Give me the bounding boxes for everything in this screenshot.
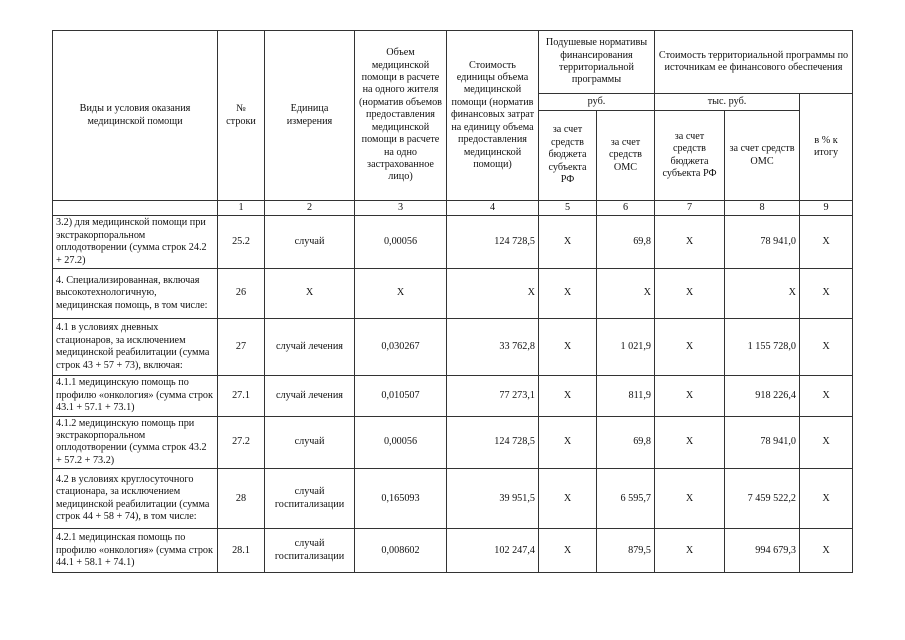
column-number: 1 [218,201,265,216]
header-norm-budget: за счет средств бюджета субъекта РФ [539,111,597,201]
row-cost-budget: X [655,469,725,529]
table-row [53,319,853,376]
row-cost-budget: X [655,416,725,469]
row-name: 4.1.1 медицинскую помощь по профилю «онкология» (сумма строк 43.1 + 57.1 + 73.1) [53,376,218,416]
row-unit-cost: 33 762,8 [447,319,539,376]
column-number: 2 [265,201,355,216]
row-norm-oms: 6 595,7 [597,469,655,529]
column-number: 7 [655,201,725,216]
row-unit: случай [265,216,355,269]
row-unit: случай госпитализации [265,469,355,529]
header-thous-rub: тыс. руб. [655,94,800,111]
column-number: 6 [597,201,655,216]
header-types: Виды и условия оказания медицинской помощи [53,31,218,201]
row-unit-cost: 102 247,4 [447,529,539,573]
row-unit-cost: 77 273,1 [447,376,539,416]
row-unit-cost: 124 728,5 [447,416,539,469]
column-number-blank [53,201,218,216]
row-norm-budget: X [539,529,597,573]
row-name: 3.2) для медицинской помощи при экстракорпоральном оплодотворении (сумма строк 24.2 + 27.2) [53,216,218,269]
row-number: 27 [218,319,265,376]
header-unit: Единица измерения [265,31,355,201]
row-name: 4.1.2 медицинскую помощь при экстракорпоральном оплодотворении (сумма строк 43.2 + 57.2 + 73.2) [53,416,218,469]
row-norm-budget: X [539,376,597,416]
table-row [53,216,853,269]
row-cost-budget: X [655,269,725,319]
row-norm-budget: X [539,319,597,376]
row-cost-oms: 7 459 522,2 [725,469,800,529]
header-norm-oms: за счет средств ОМС [597,111,655,201]
row-percent: X [800,319,853,376]
row-volume: 0,00056 [355,216,447,269]
row-cost-budget: X [655,376,725,416]
row-unit: случай лечения [265,319,355,376]
row-cost-budget: X [655,529,725,573]
row-percent: X [800,216,853,269]
row-norm-budget: X [539,269,597,319]
row-norm-budget: X [539,216,597,269]
row-percent: X [800,529,853,573]
header-per-capita-norms: Подушевые нормативы финансирования территориальной программы [539,31,655,94]
header-volume: Объем медицинской помощи в расчете на одного жителя (норматив объемов предоставления медицинской помощи в расчете на одно застрахованное лицо) [355,31,447,201]
row-norm-oms: 879,5 [597,529,655,573]
column-numbers-row [53,201,853,216]
row-cost-oms: 994 679,3 [725,529,800,573]
row-volume: X [355,269,447,319]
row-percent: X [800,416,853,469]
row-number: 26 [218,269,265,319]
row-number: 27.1 [218,376,265,416]
row-name: 4. Специализированная, включая высокотехнологичную, медицинская помощь, в том числе: [53,269,218,319]
row-norm-budget: X [539,469,597,529]
header-cost-oms: за счет средств ОМС [725,111,800,201]
row-unit: случай госпитализации [265,529,355,573]
row-unit-cost: 39 951,5 [447,469,539,529]
row-unit: случай лечения [265,376,355,416]
row-cost-oms: 78 941,0 [725,216,800,269]
financing-table [52,30,853,573]
row-name: 4.2.1 медицинская помощь по профилю «онкология» (сумма строк 44.1 + 58.1 + 74.1) [53,529,218,573]
row-volume: 0,010507 [355,376,447,416]
row-number: 25.2 [218,216,265,269]
column-number: 9 [800,201,853,216]
row-volume: 0,030267 [355,319,447,376]
row-cost-oms: 918 226,4 [725,376,800,416]
header-percent: в % к итогу [800,94,853,201]
row-unit-cost: 124 728,5 [447,216,539,269]
row-number: 28 [218,469,265,529]
table-row [53,416,853,469]
row-percent: X [800,269,853,319]
header-row-number: № строки [218,31,265,201]
row-cost-oms: 78 941,0 [725,416,800,469]
row-unit: случай [265,416,355,469]
row-cost-budget: X [655,216,725,269]
column-number: 3 [355,201,447,216]
row-cost-oms: X [725,269,800,319]
row-number: 28.1 [218,529,265,573]
header-unit-cost: Стоимость единицы объема медицинской помощи (норматив финансовых затрат на единицу объема предоставления медицинской помощи) [447,31,539,201]
row-norm-oms: X [597,269,655,319]
row-volume: 0,008602 [355,529,447,573]
row-unit: X [265,269,355,319]
row-volume: 0,165093 [355,469,447,529]
row-name: 4.2 в условиях круглосуточного стационара, за исключением медицинской реабилитации (сумма строк 44 + 58 + 74), в том числе: [53,469,218,529]
header-program-cost: Стоимость территориальной программы по источникам ее финансового обеспечения [655,31,853,94]
row-percent: X [800,469,853,529]
row-cost-oms: 1 155 728,0 [725,319,800,376]
table-row [53,376,853,416]
column-number: 5 [539,201,597,216]
table-row [53,269,853,319]
row-norm-oms: 69,8 [597,416,655,469]
row-name: 4.1 в условиях дневных стационаров, за исключением медицинской реабилитации (сумма строк 43 + 57 + 73), включая: [53,319,218,376]
row-number: 27.2 [218,416,265,469]
row-volume: 0,00056 [355,416,447,469]
row-norm-oms: 811,9 [597,376,655,416]
row-cost-budget: X [655,319,725,376]
header-rub: руб. [539,94,655,111]
row-percent: X [800,376,853,416]
row-norm-oms: 1 021,9 [597,319,655,376]
row-unit-cost: X [447,269,539,319]
column-number: 8 [725,201,800,216]
table-row [53,469,853,529]
row-norm-oms: 69,8 [597,216,655,269]
table-row [53,529,853,573]
header-cost-budget: за счет средств бюджета субъекта РФ [655,111,725,201]
column-number: 4 [447,201,539,216]
row-norm-budget: X [539,416,597,469]
